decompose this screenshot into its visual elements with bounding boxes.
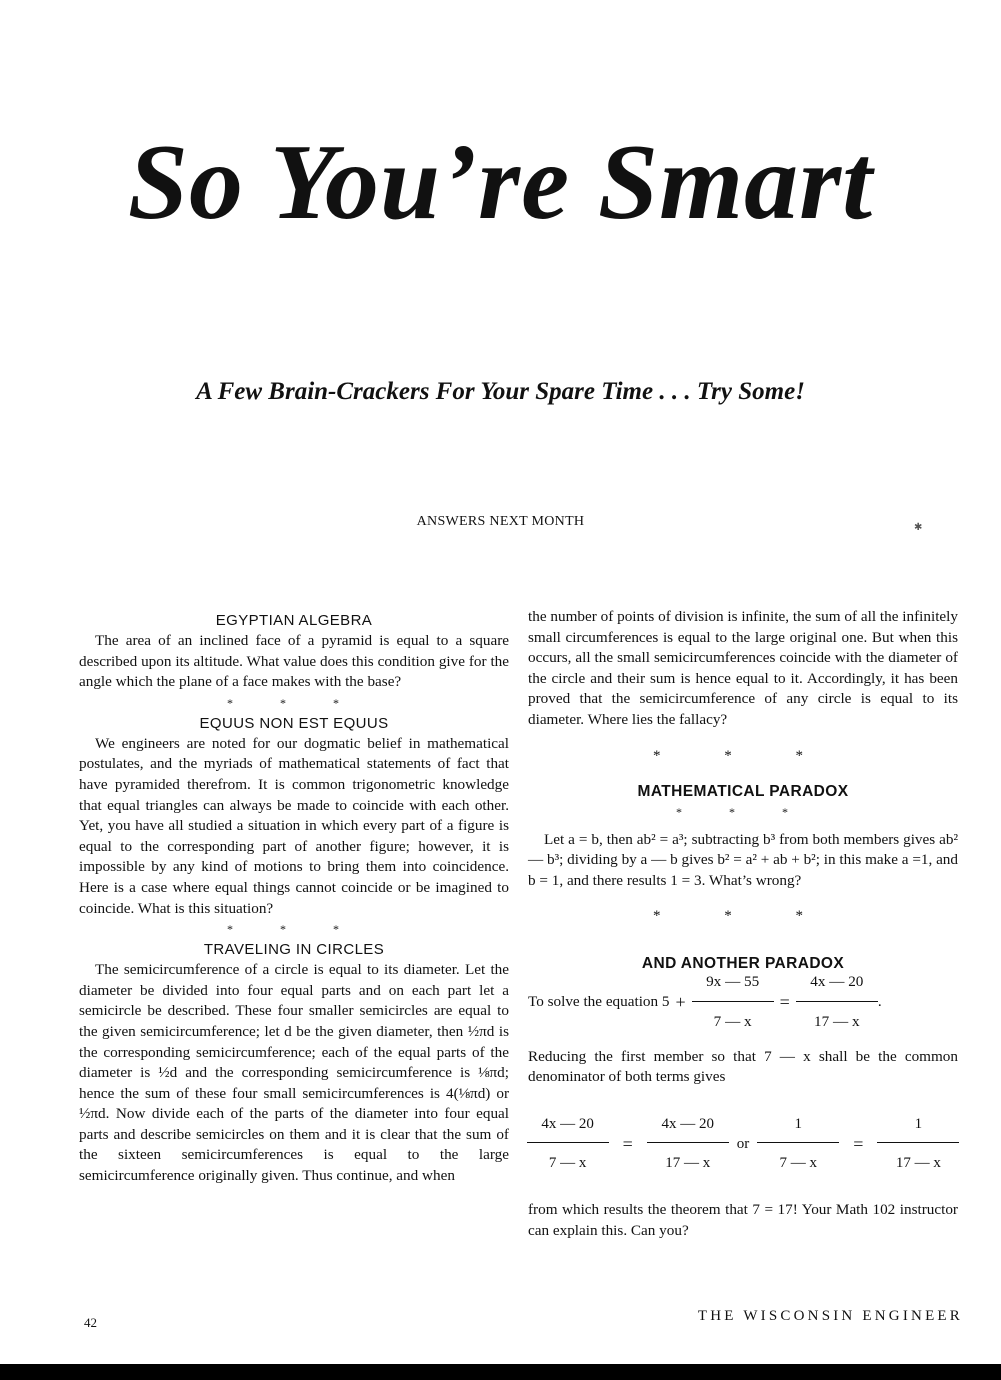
magazine-name: THE WISCONSIN ENGINEER [697,1308,963,1324]
equation-row [528,1114,958,1174]
mathematical-paradox-text: Let a = b, then ab² = a³; subtracting b³ from both members gives ab² — b³; dividing by a — b gives b² = a² + ab + b²; in this make a =1, and b = 1, and there results 1 = 3. What’s wrong? [528,830,958,889]
traveling-circles-text: The semicircumference of a circle is equal to its diameter. Let the diameter be divided into four equal parts and on each part let a semicircle be described. These four smaller semicircles are equal to the given semicircumference; let d be the given diameter, then ½πd is the corresponding semicircumference; each of the equal parts of the diameter is ½d and the corresponding semicircumference is ⅛πd; hence the sum of these four small semicircumferences is 4(⅛πd) or ½πd. Now divide each of the parts of the diameter into four equal parts and describe semicircles on them and it is clear that the sum of the sixteen semicircumferences is equal to the large semicircumference originally given. Thus continue, and when [79,961,509,1185]
egyptian-algebra-heading: EGYPTIAN ALGEBRA [215,612,373,629]
page-title: So You’re Smart [127,123,874,242]
fraction-denominator: 17 — x [665,1155,711,1172]
fraction-numerator: 4x — 20 [527,1114,609,1144]
conclusion-text: from which results the theorem that 7 = 17! Your Math 102 instructor can explain this. Can you? [528,1200,958,1239]
section-separator: * * * [653,747,833,764]
section-separator: * * * [227,922,361,937]
fraction [757,1114,839,1174]
plus-sign: + [675,992,686,1013]
equals-sign: = [622,1133,633,1154]
or-word: or [736,1135,750,1152]
fraction-denominator: 17 — x [814,1012,860,1030]
section-separator: * * * [676,804,810,819]
fraction [647,1114,729,1174]
equation-line [528,972,958,1032]
fraction-denominator: 7 — x [779,1155,817,1172]
fraction [527,1114,609,1174]
equals-sign: = [779,992,790,1013]
another-paradox-heading: AND ANOTHER PARADOX [641,955,845,973]
traveling-circles-continued: the number of points of division is infinite, the sum of all the infinitely small circumferences is equal to the large original one. But when this occurs, all the small semicircumferences coincide with the diameter of the circle and their sum is hence equal to it. Accordingly, it has been proved that the semicircumference of any circle is equal to its diameter. Where lies the fallacy? [528,608,958,728]
fraction [692,972,774,1032]
printer-mark: ✱ [914,522,923,533]
fraction-denominator: 7 — x [713,1012,752,1030]
section-separator: * * * [227,695,361,710]
bottom-border [0,1364,1001,1380]
fraction [796,972,878,1032]
equation-period: . [877,993,882,1011]
fraction-numerator: 9x — 55 [692,972,774,1002]
fraction-numerator: 4x — 20 [796,972,878,1002]
right-column [528,607,958,1241]
reducing-text: Reducing the first member so that 7 — x shall be the common denominator of both terms gives [528,1047,958,1086]
fraction-denominator: 17 — x [895,1155,941,1172]
mathematical-paradox-heading: MATHEMATICAL PARADOX [637,782,849,800]
fraction-numerator: 1 [757,1114,839,1144]
left-column [79,610,509,1187]
fraction [877,1114,959,1174]
egyptian-algebra-text: The area of an inclined face of a pyramid is equal to a square described upon its altitude. What value does this condition give for the angle which the plane of a face makes with the base? [79,632,509,691]
page-number: 42 [84,1315,97,1330]
equus-text: We engineers are noted for our dogmatic belief in mathematical postulates, and the myriads of mathematical statements of fact that have pyramided therefrom. It is common trigonometric knowledge that equal triangles can always be made to coincide with each other. Yet, you have all studied a situation in which every part of a figure is equal to the corresponding part of another figure; however, it is impossible by any kind of motions to bring them into coincidence. Here is a case where equal things cannot coincide or be imagined to coincide. What is this situation? [79,734,509,917]
answers-note: ANSWERS NEXT MONTH [416,514,585,529]
equation-intro: To solve the equation 5 [528,993,670,1011]
equals-sign: = [853,1133,864,1154]
subtitle: A Few Brain-Crackers For Your Spare Time . . . Try Some! [196,378,805,405]
fraction-denominator: 7 — x [548,1155,587,1172]
fraction-numerator: 1 [877,1114,959,1144]
equus-heading: EQUUS NON EST EQUUS [199,714,389,732]
section-separator: * * * [653,908,833,925]
fraction-numerator: 4x — 20 [647,1114,729,1144]
traveling-circles-heading: TRAVELING IN CIRCLES [203,941,385,959]
